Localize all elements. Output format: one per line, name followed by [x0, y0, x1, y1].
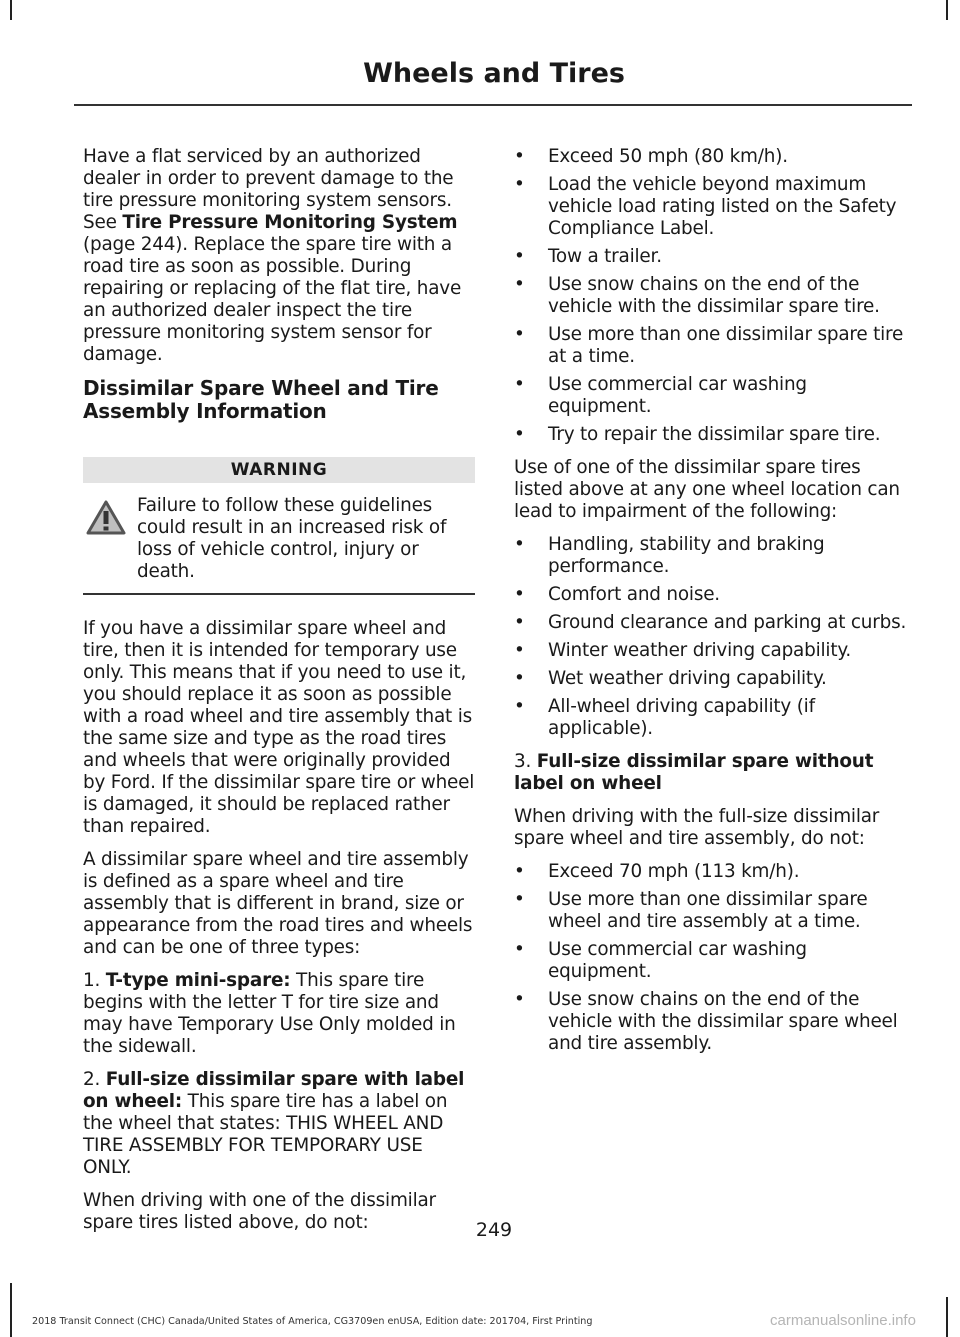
bullet: • — [514, 696, 525, 717]
paragraph-impairment: Use of one of the dissimilar spare tires listed above at any one wheel location can lead to impairment of the following: — [514, 457, 900, 522]
crop-mark-top-left — [10, 0, 12, 20]
list-item-text: Wet weather driving capability. — [548, 668, 827, 689]
list-item-text: Load the vehicle beyond maximum vehicle load rating listed on the Safety Compliance Label. — [548, 174, 897, 239]
list-item-text: Exceed 50 mph (80 km/h). — [548, 146, 788, 167]
intro-paragraph — [83, 146, 475, 366]
list-item — [514, 174, 914, 240]
bullet: • — [514, 146, 525, 167]
watermark: carmanualsonline.info — [770, 1312, 916, 1329]
type-3-item — [514, 751, 914, 795]
list-item — [514, 861, 914, 883]
do-not-list — [514, 146, 914, 446]
warning-text: Failure to follow these guidelines could result in an increased risk of loss of vehicle control, injury or death. — [137, 495, 447, 582]
type-2-text: This spare tire has a label on the wheel that states: THIS WHEEL AND TIRE ASSEMBLY FOR TEMPORARY USE ONLY. — [83, 1091, 448, 1178]
list-item — [514, 939, 914, 983]
bullet: • — [514, 424, 525, 445]
bullet: • — [514, 640, 525, 661]
type-2-label: Full-size dissimilar spare with label on wheel: — [83, 1069, 465, 1112]
list-item — [514, 584, 914, 606]
bullet: • — [514, 939, 525, 960]
bullet: • — [514, 274, 525, 295]
list-item-text: Try to repair the dissimilar spare tire. — [548, 424, 881, 445]
type-3-number: 3. — [514, 751, 537, 772]
list-item — [514, 668, 914, 690]
bullet: • — [514, 889, 525, 910]
left-column — [83, 146, 475, 1245]
tpms-reference-link[interactable]: Tire Pressure Monitoring System — [122, 212, 458, 233]
type-3-label: Full-size dissimilar spare without label on wheel — [514, 751, 874, 794]
type-2-number: 2. — [83, 1069, 106, 1090]
type-1-item — [83, 970, 475, 1058]
right-column — [514, 146, 914, 1066]
list-item-text: Use snow chains on the end of the vehicle with the dissimilar spare tire. — [548, 274, 880, 317]
paragraph-temporary-use: If you have a dissimilar spare wheel and tire, then it is intended for temporary use only. This means that if you need to use it, you should replace it as soon as possible with a road wheel and tire assembly that is the same size and type as the road tires and wheels that were originally provided by Ford. If the dissimilar spare tire or wheel is damaged, it should be replaced rather than repaired. — [83, 618, 475, 837]
list-item — [514, 324, 914, 368]
list-item — [514, 612, 914, 634]
list-item — [514, 534, 914, 578]
list-item-text: Handling, stability and braking performance. — [548, 534, 825, 577]
page-number: 249 — [475, 1219, 513, 1241]
bullet: • — [514, 989, 525, 1010]
crop-mark-bottom-left — [10, 1283, 12, 1337]
bullet: • — [514, 324, 525, 345]
list-item — [514, 424, 914, 446]
section-heading: Dissimilar Spare Wheel and Tire Assembly Information — [83, 376, 439, 423]
footer-edition-info: 2018 Transit Connect (CHC) Canada/United States of America, CG3709en enUSA, Edition date: 201704, First Printing — [32, 1316, 593, 1327]
list-item — [514, 989, 914, 1055]
type-1-number: 1. — [83, 970, 106, 991]
type-1-label: T-type mini-spare: — [105, 970, 291, 991]
bullet: • — [514, 534, 525, 555]
list-item — [514, 246, 914, 268]
list-item-text: Use snow chains on the end of the vehicle with the dissimilar spare wheel and tire assembly. — [548, 989, 898, 1054]
list-item — [514, 889, 914, 933]
list-item-text: Exceed 70 mph (113 km/h). — [548, 861, 800, 882]
list-item-text: Use commercial car washing equipment. — [548, 374, 807, 417]
intro-text-cont: (page 244). Replace the spare tire with a road tire as soon as possible. During repairing or replacing of the flat tire, have an authorized dealer inspect the tire pressure monitoring system sensor for damage. — [83, 234, 462, 365]
paragraph-definition: A dissimilar spare wheel and tire assembly is defined as a spare wheel and tire assembly that is different in brand, size or appearance from the road tires and wheels and can be one of three types: — [83, 849, 473, 958]
header-divider — [74, 104, 912, 106]
crop-mark-top-right — [946, 0, 948, 20]
list-item-text: All-wheel driving capability (if applicable). — [548, 696, 815, 739]
full-size-do-not-list — [514, 861, 914, 1055]
impairment-list — [514, 534, 914, 740]
crop-mark-bottom-right — [946, 1297, 948, 1337]
bullet: • — [514, 584, 525, 605]
paragraph-full-size-do-not: When driving with the full-size dissimilar spare wheel and tire assembly, do not: — [514, 806, 880, 849]
list-item — [514, 274, 914, 318]
bullet: • — [514, 374, 525, 395]
bullet: • — [514, 861, 525, 882]
warning-title: WARNING — [83, 457, 475, 483]
list-item-text: Use more than one dissimilar spare wheel and tire assembly at a time. — [548, 889, 868, 932]
bullet: • — [514, 246, 525, 267]
list-item — [514, 146, 914, 168]
paragraph-do-not: When driving with one of the dissimilar spare tires listed above, do not: — [83, 1190, 436, 1233]
list-item-text: Tow a trailer. — [548, 246, 662, 267]
warning-box — [83, 483, 475, 595]
intro-text: Have a flat serviced by an authorized dealer in order to prevent damage to the tire pressure monitoring system sensors. See — [83, 146, 454, 233]
list-item-text: Comfort and noise. — [548, 584, 720, 605]
warning-triangle-icon — [85, 499, 127, 537]
list-item — [514, 696, 914, 740]
list-item — [514, 374, 914, 418]
list-item-text: Ground clearance and parking at curbs. — [548, 612, 907, 633]
list-item-text: Use more than one dissimilar spare tire at a time. — [548, 324, 904, 367]
bullet: • — [514, 668, 525, 689]
page-title: Wheels and Tires — [363, 58, 625, 89]
list-item — [514, 640, 914, 662]
list-item-text: Use commercial car washing equipment. — [548, 939, 807, 982]
bullet: • — [514, 612, 525, 633]
list-item-text: Winter weather driving capability. — [548, 640, 852, 661]
type-2-item — [83, 1069, 475, 1179]
bullet: • — [514, 174, 525, 195]
type-1-text: This spare tire begins with the letter T for tire size and may have Temporary Use Only molded in the sidewall. — [83, 970, 456, 1057]
